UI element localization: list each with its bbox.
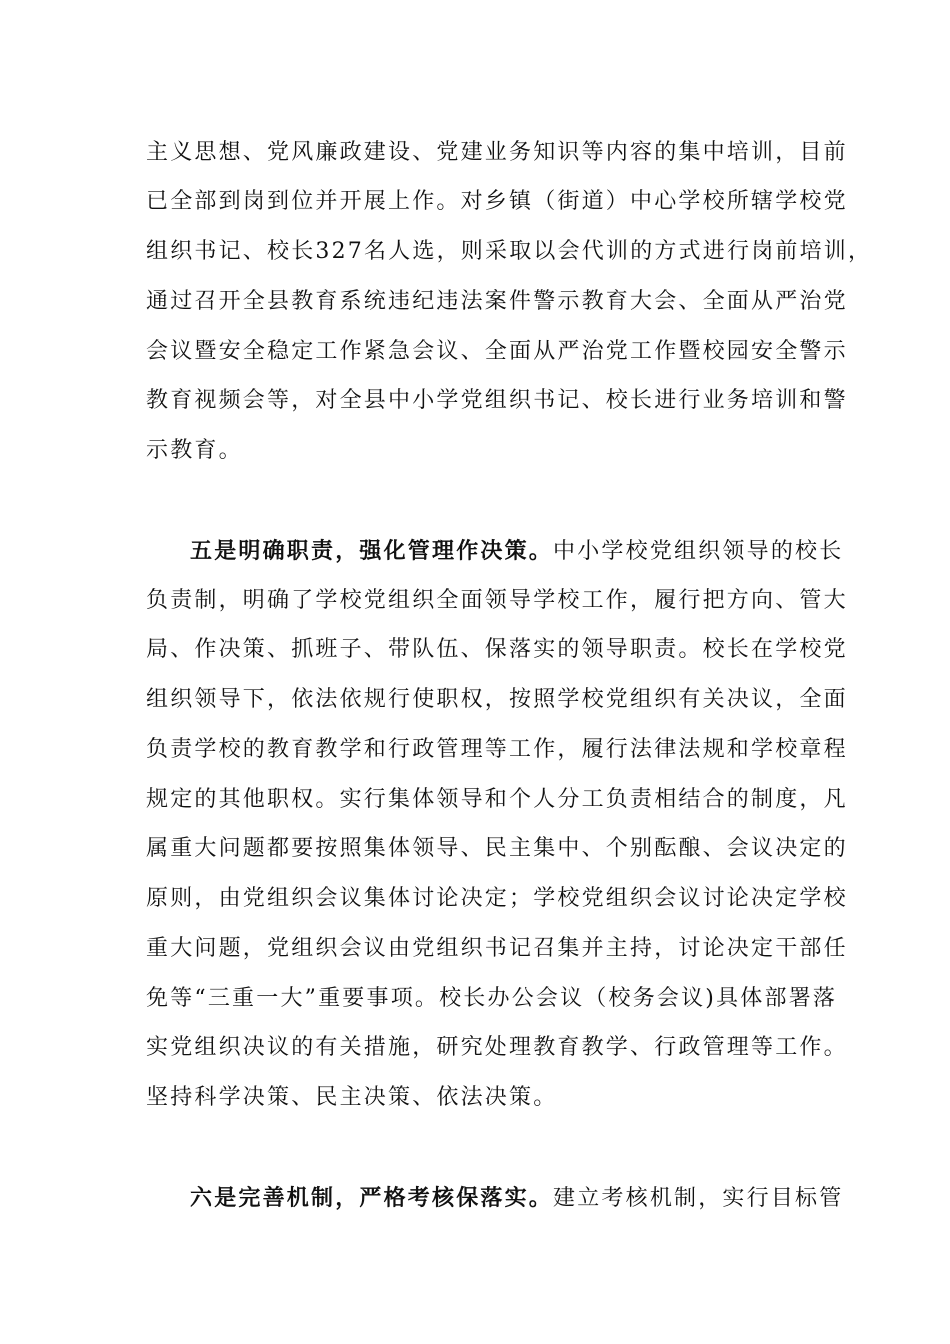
paragraph-line: 免等“三重一大”重要事项。校长办公会议（校务会议)具体部署落 [146, 986, 838, 1011]
paragraph-line: 属重大问题都要按照集体领导、民主集中、个别酝酿、会议决定的 [146, 836, 848, 861]
paragraph-first-line [190, 1183, 880, 1214]
paragraph-line: 原则，由党组织会议集体讨论决定；学校党组织会议讨论决定学校 [146, 886, 848, 911]
paragraph-first-line [190, 536, 880, 567]
paragraph-line: 局、作决策、抓班子、带队伍、保落实的领导职责。校长在学校党 [146, 637, 848, 662]
paragraph-heading: 五是明确职责，强化管理作决策。 [190, 538, 554, 564]
paragraph-line: 坚持科学决策、民主决策、依法决策。 [146, 1085, 558, 1110]
paragraph-line: 组织书记、校长327名人选，则采取以会代训的方式进行岗前培训， [146, 239, 873, 264]
paragraph-line: 规定的其他职权。实行集体领导和个人分工负责相结合的制度，凡 [146, 787, 848, 812]
paragraph-line: 通过召开全县教育系统违纪违法案件警示教育大会、全面从严治党 [146, 289, 848, 314]
paragraph-line: 示教育。 [146, 438, 243, 463]
paragraph-line: 实党组织决议的有关措施，研究处理教育教学、行政管理等工作。 [146, 1035, 848, 1060]
paragraph-line: 负责制，明确了学校党组织全面领导学校工作，履行把方向、管大 [146, 588, 848, 613]
paragraph-line: 已全部到岗到位并开展上作。对乡镇（街道）中心学校所辖学校党 [146, 189, 848, 214]
paragraph-line: 教育视频会等，对全县中小学党组织书记、校长进行业务培训和警 [146, 388, 848, 413]
paragraph-line: 负责学校的教育教学和行政管理等工作，履行法律法规和学校章程 [146, 737, 848, 762]
paragraph-heading: 六是完善机制，严格考核保落实。 [190, 1185, 554, 1211]
paragraph-text: 中小学校党组织领导的校长 [553, 539, 844, 564]
paragraph-line: 主义思想、党风廉政建设、党建业务知识等内容的集中培训，目前 [146, 140, 848, 165]
paragraph-line: 会议暨安全稳定工作紧急会议、全面从严治党工作暨校园安全警示 [146, 339, 848, 364]
paragraph-line: 重大问题，党组织会议由党组织书记召集并主持，讨论决定干部任 [146, 936, 848, 961]
paragraph-text: 建立考核机制，实行目标管 [553, 1186, 844, 1211]
paragraph-line: 组织领导下，依法依规行使职权，按照学校党组织有关决议，全面 [146, 687, 848, 712]
